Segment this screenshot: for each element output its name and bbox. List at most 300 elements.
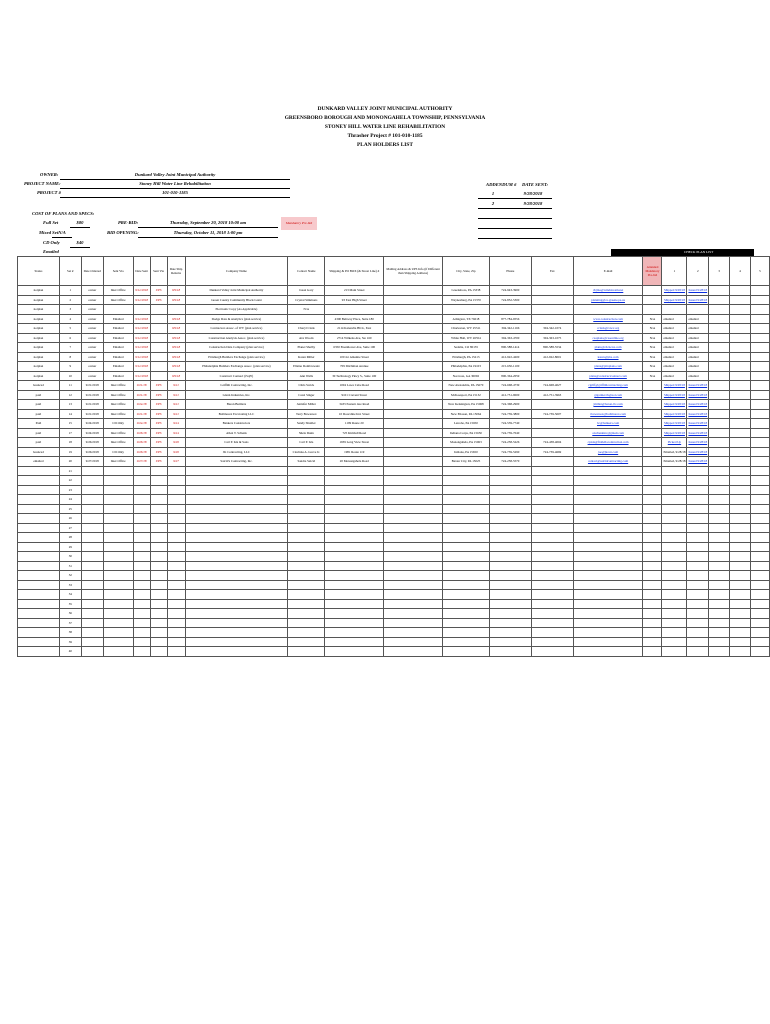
cell-pre bbox=[643, 295, 662, 305]
cell-set: 26 bbox=[59, 514, 81, 524]
cell-shipping: 213 Main Street bbox=[325, 286, 384, 296]
cell-a1 bbox=[662, 466, 687, 476]
table-row-empty bbox=[18, 618, 770, 628]
cell-a1 bbox=[662, 580, 687, 590]
cell-set: 21 bbox=[59, 466, 81, 476]
cell-company: Bankers Constructors bbox=[185, 419, 288, 429]
cell-company: Philadelphia Builders Exchange Assoc. (plan service) bbox=[185, 362, 288, 372]
cell-a4 bbox=[730, 457, 751, 467]
cell-status bbox=[18, 647, 60, 657]
cell-a2[interactable]: Issued 9/28/18 bbox=[687, 409, 709, 419]
cell-a1[interactable]: Emailed, 9/28/18 bbox=[662, 457, 687, 467]
cell-shipping bbox=[325, 504, 384, 514]
cell-status bbox=[18, 609, 60, 619]
addendum-1-number: 1 bbox=[491, 191, 495, 196]
title-location: GREENSBORO BOROUGH AND MONONGAHELA TOWNSHIP, PENNSYLVANIA bbox=[284, 115, 486, 121]
cell-pre: N/A bbox=[643, 371, 662, 381]
cell-a1[interactable]: Shipped 9/28/18 bbox=[662, 419, 687, 429]
cell-contact bbox=[288, 466, 325, 476]
cell-set: 33 bbox=[59, 580, 81, 590]
cell-pre bbox=[643, 419, 662, 429]
cell-contact: Planet Shelby bbox=[288, 343, 325, 353]
cell-a4 bbox=[730, 485, 751, 495]
cell-contact: Terry Bowersox bbox=[288, 409, 325, 419]
cell-fax bbox=[531, 305, 573, 315]
cd-only-underline bbox=[70, 247, 90, 248]
cell-via bbox=[103, 637, 133, 647]
bid-opening-value: Thursday, October 11, 2018 1:00 pm bbox=[173, 230, 243, 235]
cell-mailing bbox=[384, 286, 443, 296]
cell-mailing bbox=[384, 609, 443, 619]
cell-a1[interactable]: Shipped 9/28/18 bbox=[662, 381, 687, 391]
cell-a4 bbox=[730, 561, 751, 571]
cell-a5 bbox=[750, 514, 769, 524]
cell-pre bbox=[643, 618, 662, 628]
cell-set: 28 bbox=[59, 533, 81, 543]
cell-a3 bbox=[709, 485, 730, 495]
cell-ordered bbox=[81, 580, 103, 590]
cell-set: 3 bbox=[59, 305, 81, 315]
cell-ordered bbox=[81, 542, 103, 552]
cell-ship: 9/9/18 bbox=[167, 362, 185, 372]
cell-a4 bbox=[730, 542, 751, 552]
cell-ship bbox=[167, 628, 185, 638]
cell-via bbox=[103, 628, 133, 638]
cell-a5 bbox=[750, 400, 769, 410]
cell-contact bbox=[288, 590, 325, 600]
cell-a3 bbox=[709, 637, 730, 647]
cell-email[interactable]: gigarmerch@aol.com bbox=[573, 390, 643, 400]
cell-phone bbox=[489, 485, 531, 495]
cell-city: New Kensington, PA 15068 bbox=[442, 400, 489, 410]
cell-a2 bbox=[687, 637, 709, 647]
cell-a5 bbox=[750, 466, 769, 476]
cell-a5 bbox=[750, 542, 769, 552]
cell-fax bbox=[531, 457, 573, 467]
cell-company bbox=[185, 571, 288, 581]
cell-email[interactable]: plans@constructconnect.com bbox=[573, 371, 643, 381]
cell-via2 bbox=[150, 580, 167, 590]
cell-a1[interactable]: Emailed, 9/28/18 bbox=[662, 447, 687, 457]
cell-pre bbox=[643, 504, 662, 514]
cell-status: paid bbox=[18, 428, 60, 438]
cell-ship: 9/9/18 bbox=[167, 371, 185, 381]
cell-a1 bbox=[662, 495, 687, 505]
cell-email bbox=[573, 580, 643, 590]
cell-fax bbox=[531, 371, 573, 381]
cell-a2[interactable]: Issued 9/28/18 bbox=[687, 381, 709, 391]
cell-email[interactable]: karen@pbe.com bbox=[573, 352, 643, 362]
cell-company bbox=[185, 618, 288, 628]
cell-fax bbox=[531, 561, 573, 571]
cell-mailing bbox=[384, 571, 443, 581]
cell-pre bbox=[643, 485, 662, 495]
cell-email[interactable]: planning@co.greene.pa.us bbox=[573, 295, 643, 305]
cell-shipping bbox=[325, 466, 384, 476]
cell-fax bbox=[531, 552, 573, 562]
cell-email[interactable]: bc@bankers.com bbox=[573, 419, 643, 429]
cell-a3 bbox=[709, 343, 730, 353]
cell-a3 bbox=[709, 571, 730, 581]
cell-a2 bbox=[687, 599, 709, 609]
cell-a4 bbox=[730, 362, 751, 372]
cell-a5 bbox=[750, 362, 769, 372]
cell-status bbox=[18, 561, 60, 571]
col-city: City, State, Zip bbox=[442, 257, 489, 286]
cell-a1[interactable]: Shipped 9/28/18 bbox=[662, 295, 687, 305]
cell-shipping bbox=[325, 495, 384, 505]
col-date-sent: Date Sent bbox=[133, 257, 150, 286]
cell-mailing bbox=[384, 628, 443, 638]
cell-contact: Jason Gary bbox=[288, 286, 325, 296]
cell-city: Indiana Corps, PA 15650 bbox=[442, 428, 489, 438]
cell-email[interactable]: cclark@cawv.org bbox=[573, 324, 643, 334]
cell-status bbox=[18, 514, 60, 524]
cell-contact bbox=[288, 580, 325, 590]
cell-city bbox=[442, 514, 489, 524]
cell-via2 bbox=[150, 343, 167, 353]
cell-company: Construction Analysis Assoc. (plan service) bbox=[185, 333, 288, 343]
cell-ordered: owner bbox=[81, 352, 103, 362]
table-row bbox=[18, 286, 770, 296]
cell-sent: 9/11/2018 bbox=[133, 343, 150, 353]
cell-a1: emailed bbox=[662, 343, 687, 353]
cell-a2[interactable]: Issued 9/28/18 bbox=[687, 286, 709, 296]
cell-a4 bbox=[730, 409, 751, 419]
cell-ordered bbox=[81, 618, 103, 628]
cell-pre bbox=[643, 381, 662, 391]
cell-sent: 9/26/18 bbox=[133, 428, 150, 438]
cell-sent bbox=[133, 504, 150, 514]
cell-via2: UPS bbox=[150, 409, 167, 419]
cell-email[interactable]: contact@salcidcontracting.com bbox=[573, 457, 643, 467]
cell-email[interactable]: cpisla@fiddellacontruction.com bbox=[573, 438, 643, 448]
cell-ship bbox=[167, 647, 185, 657]
cell-a2[interactable]: Issued 9/28/18 bbox=[687, 438, 709, 448]
cell-fax bbox=[531, 295, 573, 305]
cell-a3 bbox=[709, 428, 730, 438]
prebid-underline bbox=[138, 227, 278, 228]
cell-mailing bbox=[384, 295, 443, 305]
cell-via: Inter Office bbox=[103, 286, 133, 296]
cell-sent bbox=[133, 485, 150, 495]
cell-a3 bbox=[709, 523, 730, 533]
cell-mailing bbox=[384, 428, 443, 438]
addendum-2-date: 9/28/2018 bbox=[523, 201, 543, 206]
addendum-2-underline bbox=[478, 208, 552, 209]
cell-city: Latrobe, PA 15650 bbox=[442, 419, 489, 429]
cell-status: bounced bbox=[18, 447, 60, 457]
cell-a5 bbox=[750, 390, 769, 400]
cell-company: Pittsburgh Builders Exchange (plan service) bbox=[185, 352, 288, 362]
cell-a2 bbox=[687, 495, 709, 505]
cell-company bbox=[185, 485, 288, 495]
cell-email bbox=[573, 561, 643, 571]
col-date-ordered: Date Ordered bbox=[81, 257, 103, 286]
cell-a1[interactable]: Shipped 9/28/18 bbox=[662, 400, 687, 410]
cell-a1[interactable]: Shipped 9/28/18 bbox=[662, 286, 687, 296]
cell-a1 bbox=[662, 305, 687, 315]
cell-status: emailed bbox=[18, 457, 60, 467]
cell-via: Inter Office bbox=[103, 390, 133, 400]
col-company: Company Name bbox=[185, 257, 288, 286]
cell-a4 bbox=[730, 428, 751, 438]
cell-shipping bbox=[325, 561, 384, 571]
cell-city bbox=[442, 533, 489, 543]
cell-a2[interactable]: Issued 9/28/18 bbox=[687, 419, 709, 429]
cell-a5 bbox=[750, 286, 769, 296]
cell-set: 36 bbox=[59, 609, 81, 619]
cell-email[interactable]: plans@pbxplans.com bbox=[573, 362, 643, 372]
cell-shipping bbox=[325, 609, 384, 619]
cell-ship bbox=[167, 485, 185, 495]
cell-via: CD Only bbox=[103, 419, 133, 429]
cell-pre: N/A bbox=[643, 362, 662, 372]
cell-a2 bbox=[687, 618, 709, 628]
cell-ship: 9/21 bbox=[167, 400, 185, 410]
cell-email[interactable]: jmiller@baron-llc.com bbox=[573, 400, 643, 410]
cell-mailing bbox=[384, 438, 443, 448]
cell-fax bbox=[531, 428, 573, 438]
cell-fax bbox=[531, 533, 573, 543]
cell-a5 bbox=[750, 457, 769, 467]
cell-status: notplan bbox=[18, 305, 60, 315]
cell-a5 bbox=[750, 476, 769, 486]
cell-ordered bbox=[81, 504, 103, 514]
cell-contact bbox=[288, 314, 325, 324]
cell-fax bbox=[531, 504, 573, 514]
project-name-label: PROJECT NAME: bbox=[24, 181, 61, 186]
addendum-1-underline bbox=[478, 198, 552, 199]
cell-company bbox=[185, 495, 288, 505]
table-header-row bbox=[18, 257, 770, 286]
cell-mailing bbox=[384, 362, 443, 372]
table-row bbox=[18, 390, 770, 400]
col-ship-returns: Date Ship Returns bbox=[167, 257, 185, 286]
cell-phone bbox=[489, 618, 531, 628]
owner-label: OWNER: bbox=[40, 172, 59, 177]
cell-mailing bbox=[384, 618, 443, 628]
cell-city: Waynesburg, PA 15370 bbox=[442, 295, 489, 305]
cell-phone: 304-363-4700 bbox=[489, 333, 531, 343]
cell-company: Salcid's Contracting, Inc. bbox=[185, 457, 288, 467]
cell-pre bbox=[643, 647, 662, 657]
cell-phone: 724-368-2900 bbox=[489, 400, 531, 410]
cell-mailing bbox=[384, 552, 443, 562]
cell-a1: emailed bbox=[662, 333, 687, 343]
cell-email bbox=[573, 514, 643, 524]
cell-sent bbox=[133, 495, 150, 505]
cell-contact: Clorinna A. Grove Jr. bbox=[288, 447, 325, 457]
cell-city bbox=[442, 609, 489, 619]
cell-a2[interactable]: Issued 9/28/18 bbox=[687, 457, 709, 467]
cell-email[interactable]: joe@jkcon.com bbox=[573, 447, 643, 457]
cell-sent bbox=[133, 533, 150, 543]
cell-via bbox=[103, 580, 133, 590]
cell-city: Indiana, PA 15650 bbox=[442, 447, 489, 457]
cell-mailing bbox=[384, 324, 443, 334]
cell-via bbox=[103, 305, 133, 315]
cell-a1[interactable]: Shipped 9/28/18 bbox=[662, 390, 687, 400]
cell-a2[interactable]: Issued 9/28/18 bbox=[687, 428, 709, 438]
cell-ordered: 9/21/2018 bbox=[81, 409, 103, 419]
table-row-empty bbox=[18, 542, 770, 552]
cell-status: bounced bbox=[18, 381, 60, 391]
cell-pre bbox=[643, 286, 662, 296]
cell-set: 14 bbox=[59, 409, 81, 419]
cell-a3 bbox=[709, 495, 730, 505]
cell-status bbox=[18, 618, 60, 628]
cell-status bbox=[18, 628, 60, 638]
cell-shipping bbox=[325, 599, 384, 609]
cell-contact: Carol Singer bbox=[288, 390, 325, 400]
cell-pre: N/A bbox=[643, 314, 662, 324]
col-fax: Fax bbox=[531, 257, 573, 286]
cell-ship: 9/9/18 bbox=[167, 343, 185, 353]
cell-set: 9 bbox=[59, 362, 81, 372]
cell-status: notplan bbox=[18, 333, 60, 343]
cell-a2[interactable]: Issued 9/28/18 bbox=[687, 295, 709, 305]
cell-email[interactable]: tbowersox@bollmorex.com bbox=[573, 409, 643, 419]
cell-via2 bbox=[150, 628, 167, 638]
cell-ordered bbox=[81, 599, 103, 609]
cell-fax bbox=[531, 647, 573, 657]
cell-shipping: 6350 Eisenhower Ave, Suite 100 bbox=[325, 343, 384, 353]
cell-ordered: owner bbox=[81, 333, 103, 343]
cell-ship: 9/9/18 bbox=[167, 314, 185, 324]
cell-contact: Chris Swick bbox=[288, 381, 325, 391]
cell-a1[interactable]: Picked Up bbox=[662, 438, 687, 448]
cell-a4 bbox=[730, 438, 751, 448]
cell-a5 bbox=[750, 371, 769, 381]
cell-phone bbox=[489, 523, 531, 533]
cell-a4 bbox=[730, 580, 751, 590]
cell-email[interactable]: www.construction.com bbox=[573, 314, 643, 324]
cell-pre: N/A bbox=[643, 352, 662, 362]
cell-email bbox=[573, 523, 643, 533]
cell-sent: 9/21/18 bbox=[133, 381, 150, 391]
check-plan-list-title: CHECK PLAN LIST bbox=[684, 250, 714, 254]
cell-shipping: 709 Ditchman Avenue bbox=[325, 362, 384, 372]
cell-via2: UPS bbox=[150, 457, 167, 467]
cell-fax: 304-363-1075 bbox=[531, 333, 573, 343]
table-row-empty bbox=[18, 628, 770, 638]
cell-fax: 724-739-5007 bbox=[531, 409, 573, 419]
cell-contact: Ava Woods bbox=[288, 333, 325, 343]
cell-a3 bbox=[709, 542, 730, 552]
project-name-underline bbox=[60, 188, 290, 189]
cell-contact: Sandra Salcid bbox=[288, 457, 325, 467]
cell-ship: 9/21 bbox=[167, 390, 185, 400]
cell-shipping bbox=[325, 552, 384, 562]
cell-email[interactable]: dvjma@windstream.net bbox=[573, 286, 643, 296]
cell-sent: 9/11/2018 bbox=[133, 295, 150, 305]
cell-company: Carl P. Isla & Sons bbox=[185, 438, 288, 448]
cell-a5 bbox=[750, 352, 769, 362]
cell-email[interactable]: cgriff@griffithcontracting.com bbox=[573, 381, 643, 391]
cell-sent: 9/11/2018 bbox=[133, 314, 150, 324]
cell-a1 bbox=[662, 476, 687, 486]
cell-ordered bbox=[81, 514, 103, 524]
cell-a2[interactable]: Issued 9/28/18 bbox=[687, 447, 709, 457]
cell-phone: 800-364-2059 bbox=[489, 371, 531, 381]
cell-a1 bbox=[662, 590, 687, 600]
cell-status bbox=[18, 504, 60, 514]
title-project: STONEY HILL WATER LINE REHABILITATION bbox=[324, 124, 446, 130]
cell-a3 bbox=[709, 533, 730, 543]
cell-set: 24 bbox=[59, 495, 81, 505]
cell-via2 bbox=[150, 637, 167, 647]
cell-a2[interactable]: Issued 9/28/18 bbox=[687, 390, 709, 400]
cell-status bbox=[18, 590, 60, 600]
cell-a3 bbox=[709, 504, 730, 514]
cell-a2: emailed bbox=[687, 352, 709, 362]
cell-via2: UPS bbox=[150, 428, 167, 438]
mixed-set-underline bbox=[52, 237, 72, 238]
cell-company: Contractors Assoc. of WV (plan service) bbox=[185, 324, 288, 334]
cell-ordered bbox=[81, 628, 103, 638]
cell-a4 bbox=[730, 618, 751, 628]
cell-a5 bbox=[750, 618, 769, 628]
cell-a1 bbox=[662, 514, 687, 524]
cell-ship bbox=[167, 590, 185, 600]
table-row-empty bbox=[18, 533, 770, 543]
cell-a2: emailed bbox=[687, 324, 709, 334]
cell-phone bbox=[489, 590, 531, 600]
cell-a5 bbox=[750, 580, 769, 590]
cell-ship bbox=[167, 305, 185, 315]
cell-phone bbox=[489, 552, 531, 562]
cell-via: Emailed bbox=[103, 314, 133, 324]
cell-email[interactable]: atschenkinc@gmail.com bbox=[573, 428, 643, 438]
cell-a5 bbox=[750, 504, 769, 514]
cell-a4 bbox=[730, 352, 751, 362]
cell-a5 bbox=[750, 419, 769, 429]
cell-a1[interactable]: Shipped 9/28/18 bbox=[662, 428, 687, 438]
cell-a2 bbox=[687, 590, 709, 600]
cell-email bbox=[573, 466, 643, 476]
cell-city: Pittsburgh, PA 15213 bbox=[442, 352, 489, 362]
cell-a2[interactable]: Issued 9/28/18 bbox=[687, 400, 709, 410]
cell-via bbox=[103, 542, 133, 552]
project-name-value: Stoney Hill Water Line Rehabilitation bbox=[139, 181, 211, 186]
cell-mailing bbox=[384, 533, 443, 543]
cell-phone: 724-943-3900 bbox=[489, 286, 531, 296]
cell-status bbox=[18, 552, 60, 562]
cell-shipping: 2114 Kanawha Blvd., East bbox=[325, 324, 384, 334]
cell-status: paid bbox=[18, 400, 60, 410]
cell-status bbox=[18, 523, 60, 533]
cell-a5 bbox=[750, 447, 769, 457]
cell-a1 bbox=[662, 618, 687, 628]
cell-via2 bbox=[150, 324, 167, 334]
table-row bbox=[18, 343, 770, 353]
cell-shipping: 9101 Crevent Street bbox=[325, 390, 384, 400]
cell-status bbox=[18, 485, 60, 495]
cell-a5 bbox=[750, 599, 769, 609]
cell-city bbox=[442, 504, 489, 514]
cell-via2 bbox=[150, 609, 167, 619]
cell-a2 bbox=[687, 647, 709, 657]
col-addendum-1: 1 bbox=[662, 257, 687, 286]
cell-email[interactable]: plans@cdcnews.com bbox=[573, 343, 643, 353]
cell-ship bbox=[167, 580, 185, 590]
cost-label: COST OF PLANS AND SPECS: bbox=[32, 211, 95, 216]
cell-phone: 724-539-7740 bbox=[489, 419, 531, 429]
cell-via2 bbox=[150, 352, 167, 362]
cell-email[interactable]: caaplans@caaonline.org bbox=[573, 333, 643, 343]
cell-a1[interactable]: Shipped 9/28/18 bbox=[662, 409, 687, 419]
